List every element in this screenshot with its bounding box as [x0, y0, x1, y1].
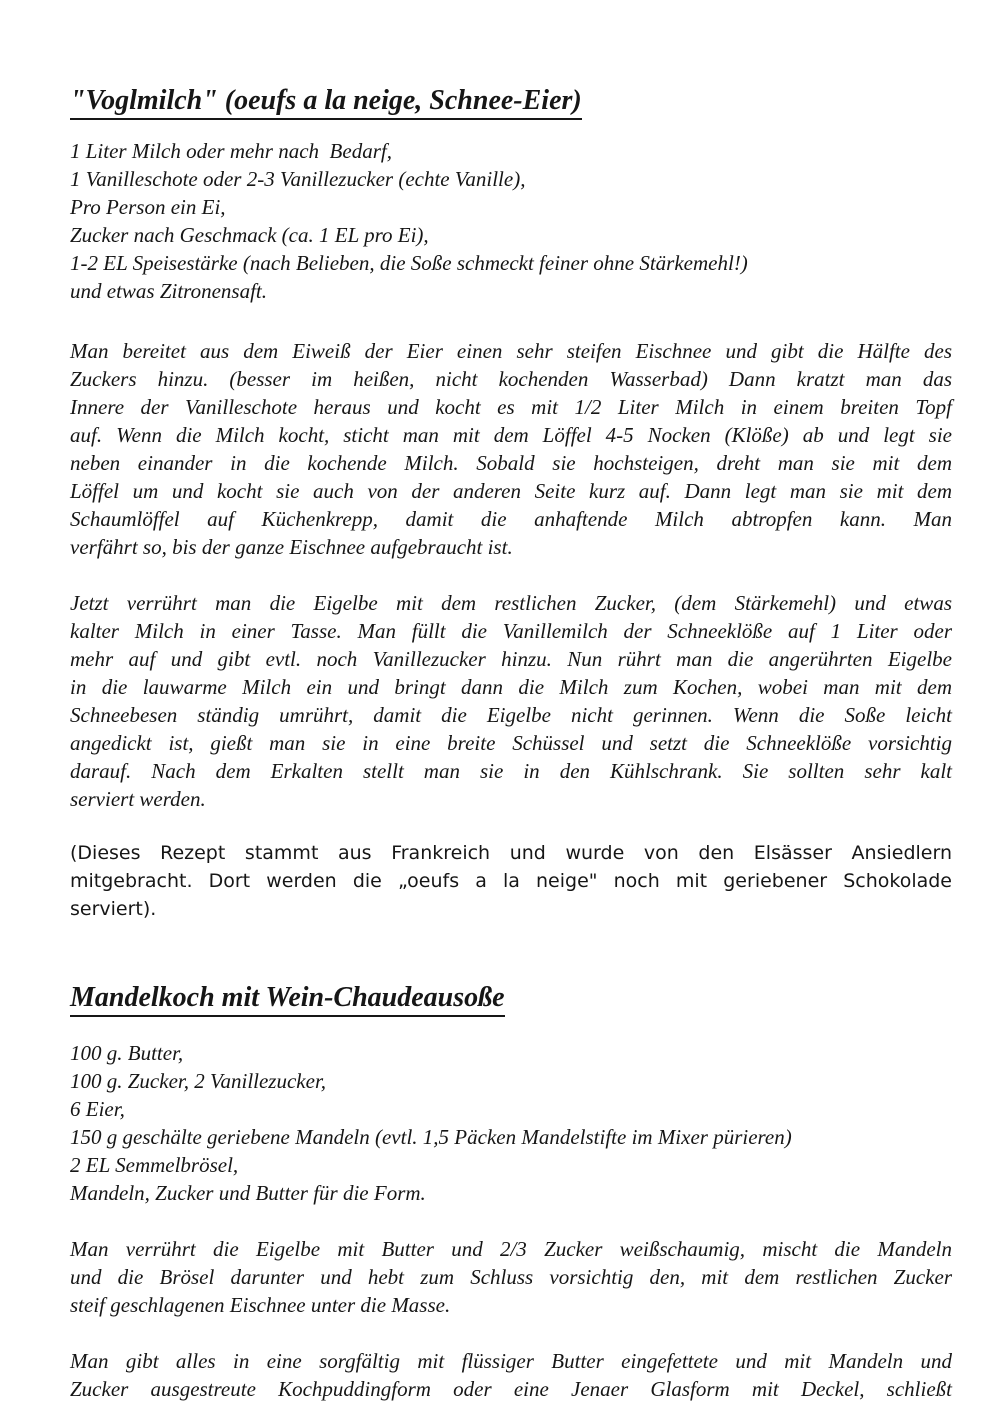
instructions-paragraph [70, 337, 952, 561]
paragraph-line: mehr auf und gibt evtl. noch Vanillezucker hinzu. Nun rührt man die angerührten Eigelbe [70, 647, 952, 671]
paragraph-line: Man gibt alles in eine sorgfältig mit flüssiger Butter eingefettete und mit Mandeln und [70, 1349, 952, 1373]
recipe-title-voglmilch [70, 84, 952, 118]
ingredients-list [70, 1039, 952, 1207]
ingredient-line: 100 g. Zucker, 2 Vanillezucker, [70, 1069, 327, 1093]
paragraph-line: Löffel um und kocht sie auch von der anderen Seite kurz auf. Dann legt man sie mit dem [70, 479, 952, 503]
ingredient-line: Zucker nach Geschmack (ca. 1 EL pro Ei), [70, 223, 429, 247]
ingredient-line: Mandeln, Zucker und Butter für die Form. [70, 1181, 426, 1205]
paragraph-line: darauf. Nach dem Erkalten stellt man sie in den Kühlschrank. Sie sollten sehr kalt [70, 759, 952, 783]
instructions-paragraph [70, 1235, 952, 1319]
ingredient-line: Pro Person ein Ei, [70, 195, 226, 219]
paragraph-line: Schaumlöffel auf Küchenkrepp, damit die anhaftende Milch abtropfen kann. Man [70, 507, 952, 531]
note-line: (Dieses Rezept stammt aus Frankreich und wurde von den Elsässer Ansiedlern [70, 842, 952, 864]
paragraph-line: und die Brösel darunter und hebt zum Schluss vorsichtig den, mit dem restlichen Zucker [70, 1265, 952, 1289]
paragraph-line: Jetzt verrührt man die Eigelbe mit dem restlichen Zucker, (dem Stärkemehl) und etwas [70, 591, 952, 615]
instructions-paragraph [70, 1347, 952, 1403]
note-line: mitgebracht. Dort werden die „oeufs a la neige" noch mit geriebener Schokolade [70, 870, 952, 892]
paragraph-line: auf. Wenn die Milch kocht, sticht man mit dem Löffel 4-5 Nocken (Klöße) ab und legt sie [70, 423, 952, 447]
paragraph-line: Schneebesen ständig umrührt, damit die Eigelbe nicht gerinnen. Wenn die Soße leicht [70, 703, 952, 727]
recipe-title-text: "Voglmilch" (oeufs a la neige, Schnee-Eier) [70, 85, 582, 120]
ingredient-line: und etwas Zitronensaft. [70, 279, 267, 303]
ingredient-line: 150 g geschälte geriebene Mandeln (evtl. 1,5 Päcken Mandelstifte im Mixer pürieren) [70, 1125, 792, 1149]
recipe-title-mandelkoch [70, 981, 952, 1015]
paragraph-line: Man verrührt die Eigelbe mit Butter und 2/3 Zucker weißschaumig, mischt die Mandeln [70, 1237, 952, 1261]
ingredient-line: 1 Liter Milch oder mehr nach Bedarf, [70, 139, 392, 163]
paragraph-line: kalter Milch in einer Tasse. Man füllt die Vanillemilch der Schneeklöße auf 1 Liter oder [70, 619, 952, 643]
paragraph-line: Innere der Vanilleschote heraus und kocht es mit 1/2 Liter Milch in einem breiten Topf [70, 395, 952, 419]
instructions-paragraph [70, 589, 952, 813]
ingredient-line: 2 EL Semmelbrösel, [70, 1153, 239, 1177]
ingredient-line: 1 Vanilleschote oder 2-3 Vanillezucker (echte Vanille), [70, 167, 526, 191]
paragraph-line: serviert werden. [70, 787, 206, 811]
recipe-title-text: Mandelkoch mit Wein-Chaudeausoße [70, 982, 505, 1017]
ingredients-list [70, 137, 952, 305]
ingredient-line: 100 g. Butter, [70, 1041, 184, 1065]
paragraph-line: verfährt so, bis der ganze Eischnee aufgebraucht ist. [70, 535, 513, 559]
ingredient-line: 6 Eier, [70, 1097, 125, 1121]
paragraph-line: Zucker ausgestreute Kochpuddingform oder eine Jenaer Glasform mit Deckel, schließt [70, 1377, 952, 1401]
note-line: serviert). [70, 898, 157, 920]
paragraph-line: angedickt ist, gießt man sie in eine breite Schüssel und setzt die Schneeklöße vorsichtig [70, 731, 952, 755]
paragraph-line: in die lauwarme Milch ein und bringt dann die Milch zum Kochen, wobei man mit dem [70, 675, 952, 699]
origin-note [70, 839, 952, 923]
paragraph-line: steif geschlagenen Eischnee unter die Masse. [70, 1293, 451, 1317]
paragraph-line: Man bereitet aus dem Eiweiß der Eier einen sehr steifen Eischnee und gibt die Hälfte des [70, 339, 952, 363]
ingredient-line: 1-2 EL Speisestärke (nach Belieben, die Soße schmeckt feiner ohne Stärkemehl!) [70, 251, 748, 275]
paragraph-line: Zuckers hinzu. (besser im heißen, nicht kochenden Wasserbad) Dann kratzt man das [70, 367, 952, 391]
paragraph-line: neben einander in die kochende Milch. Sobald sie hochsteigen, dreht man sie mit dem [70, 451, 952, 475]
